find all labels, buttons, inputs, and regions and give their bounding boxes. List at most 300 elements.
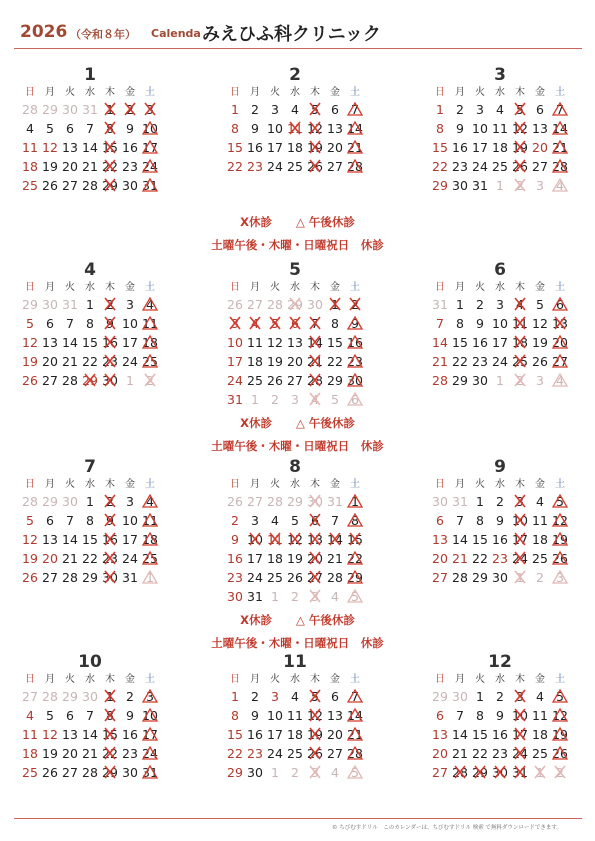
adjacent-month-day: 31 [327, 494, 343, 509]
weekday-label: 水 [290, 87, 300, 98]
day-cell: 18 [510, 333, 530, 352]
week-row [225, 587, 365, 606]
week-row [225, 568, 365, 587]
day-cell: 19 [22, 354, 38, 369]
adjacent-month-day: 4 [331, 589, 339, 604]
legend-block-1 [150, 214, 445, 253]
day-cell: 28 [452, 570, 468, 585]
day-cell: 17 [140, 725, 160, 744]
day-cell: 24 [510, 549, 530, 568]
week-row [225, 352, 365, 371]
day-cell: 30 [100, 568, 120, 587]
day-cell: 25 [492, 159, 508, 174]
day-cell: 23 [247, 746, 263, 761]
day-cell: 5 [550, 492, 570, 511]
closed-x-mark [285, 313, 305, 333]
day-cell: 27 [327, 159, 343, 174]
month-block [430, 456, 570, 587]
weekday-label: 土 [350, 87, 360, 98]
weekday-label: 月 [45, 87, 55, 98]
day-cell: 1 [100, 100, 120, 119]
day-cell: 29 [452, 373, 468, 388]
day-cell: 20 [305, 549, 325, 568]
adjacent-month-day: 28 [42, 689, 58, 704]
month-title: 9 [494, 457, 506, 477]
closed-x-mark [510, 762, 530, 782]
weekday-header [225, 478, 365, 492]
day-cell: 10 [122, 513, 138, 528]
day-cell: 3 [251, 513, 259, 528]
month-block [430, 259, 570, 390]
adjacent-month-day: 31 [62, 297, 78, 312]
day-cell: 26 [305, 157, 325, 176]
closed-x-mark [285, 294, 305, 314]
day-cell: 22 [82, 354, 98, 369]
day-cell: 10 [472, 121, 488, 136]
closed-x-mark [305, 510, 325, 530]
day-cell: 14 [62, 532, 78, 547]
week-row [20, 119, 160, 138]
day-cell: 11 [265, 530, 285, 549]
day-cell: 26 [22, 570, 38, 585]
adjacent-month-day: 27 [247, 494, 263, 509]
day-cell: 30 [492, 570, 508, 585]
weekday-label: 月 [455, 87, 465, 98]
day-cell: 17 [510, 725, 530, 744]
weekday-label: 金 [330, 674, 340, 685]
adjacent-month-day: 30 [62, 102, 78, 117]
weekday-label: 水 [290, 479, 300, 490]
day-cell: 23 [492, 551, 508, 566]
weekday-label: 木 [105, 87, 115, 98]
day-cell: 10 [510, 706, 530, 725]
day-cell: 14 [452, 532, 468, 547]
day-cell: 9 [126, 708, 134, 723]
weekday-label: 木 [515, 479, 525, 490]
week-row [225, 706, 365, 725]
day-cell: 18 [287, 727, 303, 742]
day-cell: 17 [227, 354, 243, 369]
day-cell: 25 [287, 746, 303, 761]
day-cell: 25 [22, 765, 38, 780]
day-cell: 6 [331, 689, 339, 704]
day-cell: 1 [436, 102, 444, 117]
pm-closed-triangle-mark [140, 529, 160, 549]
weekday-label: 火 [475, 87, 485, 98]
weekday-label: 月 [250, 282, 260, 293]
day-cell: 27 [42, 373, 58, 388]
weekday-label: 土 [145, 479, 155, 490]
closed-x-mark [140, 370, 160, 390]
week-row [225, 549, 365, 568]
adjacent-month-day: 29 [62, 689, 78, 704]
day-cell: 24 [140, 744, 160, 763]
closed-x-mark [140, 99, 160, 119]
day-cell: 7 [66, 513, 74, 528]
day-cell: 30 [452, 178, 468, 193]
day-cell: 30 [472, 373, 488, 388]
closed-x-mark [100, 743, 120, 763]
week-row [225, 744, 365, 763]
pm-closed-triangle-mark [550, 743, 570, 763]
day-cell: 8 [476, 708, 484, 723]
closed-x-mark [510, 294, 530, 314]
week-row [225, 157, 365, 176]
day-cell: 16 [100, 530, 120, 549]
pm-closed-triangle-mark [140, 491, 160, 511]
day-cell: 5 [46, 121, 54, 136]
month-title: 1 [84, 65, 96, 85]
day-cell: 29 [80, 371, 100, 390]
day-cell: 22 [327, 354, 343, 369]
day-cell: 17 [140, 138, 160, 157]
day-cell: 9 [251, 121, 259, 136]
weekday-label: 水 [85, 282, 95, 293]
day-cell: 26 [510, 157, 530, 176]
adjacent-month-day: 5 [345, 763, 365, 782]
week-row [20, 333, 160, 352]
day-cell: 1 [86, 297, 94, 312]
day-cell: 16 [247, 727, 263, 742]
day-cell: 8 [100, 119, 120, 138]
weekday-label: 日 [25, 674, 35, 685]
day-cell: 20 [532, 140, 548, 155]
day-cell: 27 [432, 570, 448, 585]
adjacent-month-day: 4 [331, 765, 339, 780]
pm-closed-triangle-mark [550, 118, 570, 138]
day-cell: 11 [247, 335, 263, 350]
adjacent-month-day: 30 [42, 297, 58, 312]
week-row [20, 511, 160, 530]
day-cell: 5 [536, 297, 544, 312]
day-cell: 21 [62, 551, 78, 566]
day-cell: 2 [251, 689, 259, 704]
day-cell: 23 [122, 159, 138, 174]
closed-x-mark [510, 743, 530, 763]
day-cell: 20 [432, 551, 448, 566]
week-row [20, 138, 160, 157]
day-cell: 9 [345, 314, 365, 333]
closed-x-mark [305, 586, 325, 606]
week-row [430, 511, 570, 530]
week-row [20, 763, 160, 782]
day-cell: 28 [450, 763, 470, 782]
weekday-label: 火 [270, 282, 280, 293]
day-cell: 23 [345, 352, 365, 371]
day-cell: 15 [452, 335, 468, 350]
day-cell: 30 [122, 178, 138, 193]
closed-x-mark [325, 529, 345, 549]
adjacent-month-day: 2 [510, 371, 530, 390]
closed-x-mark [100, 332, 120, 352]
day-cell: 7 [331, 513, 339, 528]
month-title: 7 [84, 457, 96, 477]
weekday-header [225, 281, 365, 295]
day-cell: 17 [247, 551, 263, 566]
day-cell: 22 [345, 549, 365, 568]
closed-x-mark [265, 529, 285, 549]
weekday-label: 水 [290, 282, 300, 293]
day-cell: 15 [327, 335, 343, 350]
day-cell: 24 [140, 157, 160, 176]
closed-x-mark [345, 529, 365, 549]
weekday-label: 土 [145, 282, 155, 293]
weekday-label: 火 [475, 282, 485, 293]
day-cell: 17 [492, 335, 508, 350]
day-cell: 13 [62, 727, 78, 742]
day-cell: 3 [476, 102, 484, 117]
pm-closed-triangle-mark [345, 389, 365, 409]
day-cell: 29 [472, 570, 488, 585]
pm-closed-triangle-mark [140, 510, 160, 530]
day-cell: 2 [100, 295, 120, 314]
day-cell: 13 [62, 140, 78, 155]
weekday-label: 土 [555, 87, 565, 98]
day-cell: 31 [140, 176, 160, 195]
day-cell: 10 [227, 335, 243, 350]
pm-closed-triangle-mark [550, 332, 570, 352]
pm-closed-triangle-mark [345, 762, 365, 782]
pm-closed-triangle-mark [550, 175, 570, 195]
closed-x-mark [510, 313, 530, 333]
day-cell: 15 [100, 725, 120, 744]
day-cell: 3 [496, 297, 504, 312]
day-cell: 17 [122, 335, 138, 350]
closed-x-mark [100, 529, 120, 549]
day-cell: 4 [510, 295, 530, 314]
day-cell: 18 [22, 746, 38, 761]
day-cell: 13 [42, 532, 58, 547]
day-cell: 12 [267, 335, 283, 350]
day-cell: 4 [536, 689, 544, 704]
week-row [225, 390, 365, 409]
legend-block-3 [150, 612, 445, 651]
closed-x-mark [100, 491, 120, 511]
day-cell: 2 [496, 494, 504, 509]
pm-closed-triangle-mark [550, 370, 570, 390]
day-cell: 24 [472, 159, 488, 174]
closed-x-mark [305, 99, 325, 119]
adjacent-month-day: 1 [271, 765, 279, 780]
legend-closed: X休診 [240, 416, 272, 430]
day-cell: 20 [42, 354, 58, 369]
day-cell: 13 [432, 727, 448, 742]
day-cell: 25 [287, 159, 303, 174]
adjacent-month-day: 31 [452, 494, 468, 509]
day-cell: 29 [432, 178, 448, 193]
adjacent-month-day: 28 [22, 102, 38, 117]
day-cell: 26 [42, 178, 58, 193]
weekday-label: 水 [495, 282, 505, 293]
pm-closed-triangle-mark [345, 137, 365, 157]
week-row [20, 744, 160, 763]
day-cell: 20 [432, 746, 448, 761]
day-cell: 26 [305, 744, 325, 763]
day-cell: 16 [227, 551, 243, 566]
weekday-label: 金 [535, 282, 545, 293]
pm-closed-triangle-mark [345, 586, 365, 606]
day-cell: 29 [82, 570, 98, 585]
closed-x-mark [510, 332, 530, 352]
pm-closed-triangle-mark [550, 529, 570, 549]
day-cell: 12 [42, 140, 58, 155]
adjacent-month-day: 30 [307, 297, 323, 312]
day-cell: 29 [100, 763, 120, 782]
day-cell: 4 [245, 314, 265, 333]
calendar-label: Calenda [151, 27, 201, 40]
weekday-label: 金 [330, 87, 340, 98]
week-row [225, 314, 365, 333]
weekday-label: 日 [230, 87, 240, 98]
closed-x-mark [510, 351, 530, 371]
week-row [20, 371, 160, 390]
day-cell: 19 [550, 530, 570, 549]
week-row [430, 530, 570, 549]
week-row [20, 100, 160, 119]
day-cell: 31 [140, 763, 160, 782]
month-block [20, 651, 160, 782]
day-cell: 26 [42, 765, 58, 780]
pm-closed-triangle-mark [140, 686, 160, 706]
era-label: （令和８年） [70, 28, 136, 41]
pm-closed-triangle-mark [345, 351, 365, 371]
day-cell: 2 [126, 689, 134, 704]
closed-x-mark [510, 529, 530, 549]
weekday-label: 木 [515, 282, 525, 293]
day-cell: 22 [100, 744, 120, 763]
week-row [20, 530, 160, 549]
weekday-header [20, 281, 160, 295]
month-title: 3 [494, 65, 506, 85]
day-cell: 6 [305, 511, 325, 530]
month-block [225, 456, 365, 606]
day-cell: 2 [496, 689, 504, 704]
day-cell: 6 [436, 708, 444, 723]
month-block [20, 456, 160, 587]
day-cell: 30 [100, 371, 120, 390]
closed-x-mark [100, 370, 120, 390]
day-cell: 20 [550, 333, 570, 352]
closed-x-mark [120, 99, 140, 119]
closed-x-mark [305, 548, 325, 568]
pm-closed-triangle-mark [140, 548, 160, 568]
day-cell: 8 [476, 513, 484, 528]
adjacent-month-day: 29 [285, 295, 305, 314]
day-cell: 4 [26, 121, 34, 136]
week-row [430, 352, 570, 371]
day-cell: 20 [42, 551, 58, 566]
day-cell: 30 [345, 371, 365, 390]
day-cell: 30 [247, 765, 263, 780]
legend-block-2 [150, 415, 445, 454]
day-cell: 5 [510, 100, 530, 119]
pm-closed-triangle-mark [550, 510, 570, 530]
week-row [225, 687, 365, 706]
adjacent-month-day: 6 [345, 390, 365, 409]
pm-closed-triangle-mark [550, 156, 570, 176]
adjacent-month-day: 2 [271, 392, 279, 407]
month-block [225, 64, 365, 176]
weekday-label: 土 [555, 282, 565, 293]
week-row [430, 138, 570, 157]
legend-pm-closed: △ 午後休診 [296, 613, 355, 627]
day-cell: 19 [267, 354, 283, 369]
closed-x-mark [305, 313, 325, 333]
day-cell: 4 [536, 494, 544, 509]
day-cell: 23 [122, 746, 138, 761]
day-cell: 27 [62, 765, 78, 780]
closed-x-mark [510, 99, 530, 119]
week-row [20, 725, 160, 744]
day-cell: 16 [122, 727, 138, 742]
weekday-label: 火 [270, 87, 280, 98]
adjacent-month-day: 30 [452, 689, 468, 704]
closed-x-mark [100, 175, 120, 195]
pm-closed-triangle-mark [550, 294, 570, 314]
week-row [430, 314, 570, 333]
day-cell: 18 [287, 140, 303, 155]
closed-x-mark [305, 332, 325, 352]
weekday-label: 金 [535, 87, 545, 98]
pm-closed-triangle-mark [345, 313, 365, 333]
day-cell: 14 [550, 119, 570, 138]
day-cell: 26 [267, 373, 283, 388]
day-cell: 23 [452, 159, 468, 174]
pm-closed-triangle-mark [140, 313, 160, 333]
footer-credit: © ちびむすドリル このカレンダーは、ちびむすドリル 検索 で無料ダウンロードできます。 [332, 825, 562, 831]
weekday-header [20, 478, 160, 492]
day-cell: 30 [490, 763, 510, 782]
day-cell: 6 [285, 314, 305, 333]
weekday-header [225, 86, 365, 100]
day-cell: 23 [247, 159, 263, 174]
day-cell: 19 [42, 159, 58, 174]
day-cell: 7 [86, 708, 94, 723]
day-cell: 1 [456, 297, 464, 312]
week-row [20, 568, 160, 587]
adjacent-month-day: 3 [305, 587, 325, 606]
closed-x-mark [305, 529, 325, 549]
day-cell: 5 [26, 513, 34, 528]
day-cell: 28 [345, 157, 365, 176]
month-block [225, 259, 365, 409]
day-cell: 9 [456, 121, 464, 136]
day-cell: 27 [327, 746, 343, 761]
week-row [225, 492, 365, 511]
closed-x-mark [325, 294, 345, 314]
week-row [20, 352, 160, 371]
day-cell: 18 [140, 333, 160, 352]
weekday-header [20, 86, 160, 100]
pm-closed-triangle-mark [140, 156, 160, 176]
day-cell: 10 [245, 530, 265, 549]
day-cell: 6 [536, 102, 544, 117]
day-cell: 21 [550, 138, 570, 157]
day-cell: 13 [305, 530, 325, 549]
day-cell: 31 [122, 570, 138, 585]
day-cell: 11 [532, 708, 548, 723]
day-cell: 11 [287, 708, 303, 723]
day-cell: 7 [86, 121, 94, 136]
day-cell: 27 [287, 373, 303, 388]
day-cell: 20 [62, 159, 78, 174]
weekday-label: 水 [495, 479, 505, 490]
day-cell: 12 [510, 119, 530, 138]
adjacent-month-day: 31 [82, 102, 98, 117]
day-cell: 19 [305, 725, 325, 744]
day-cell: 10 [510, 511, 530, 530]
pm-closed-triangle-mark [345, 99, 365, 119]
